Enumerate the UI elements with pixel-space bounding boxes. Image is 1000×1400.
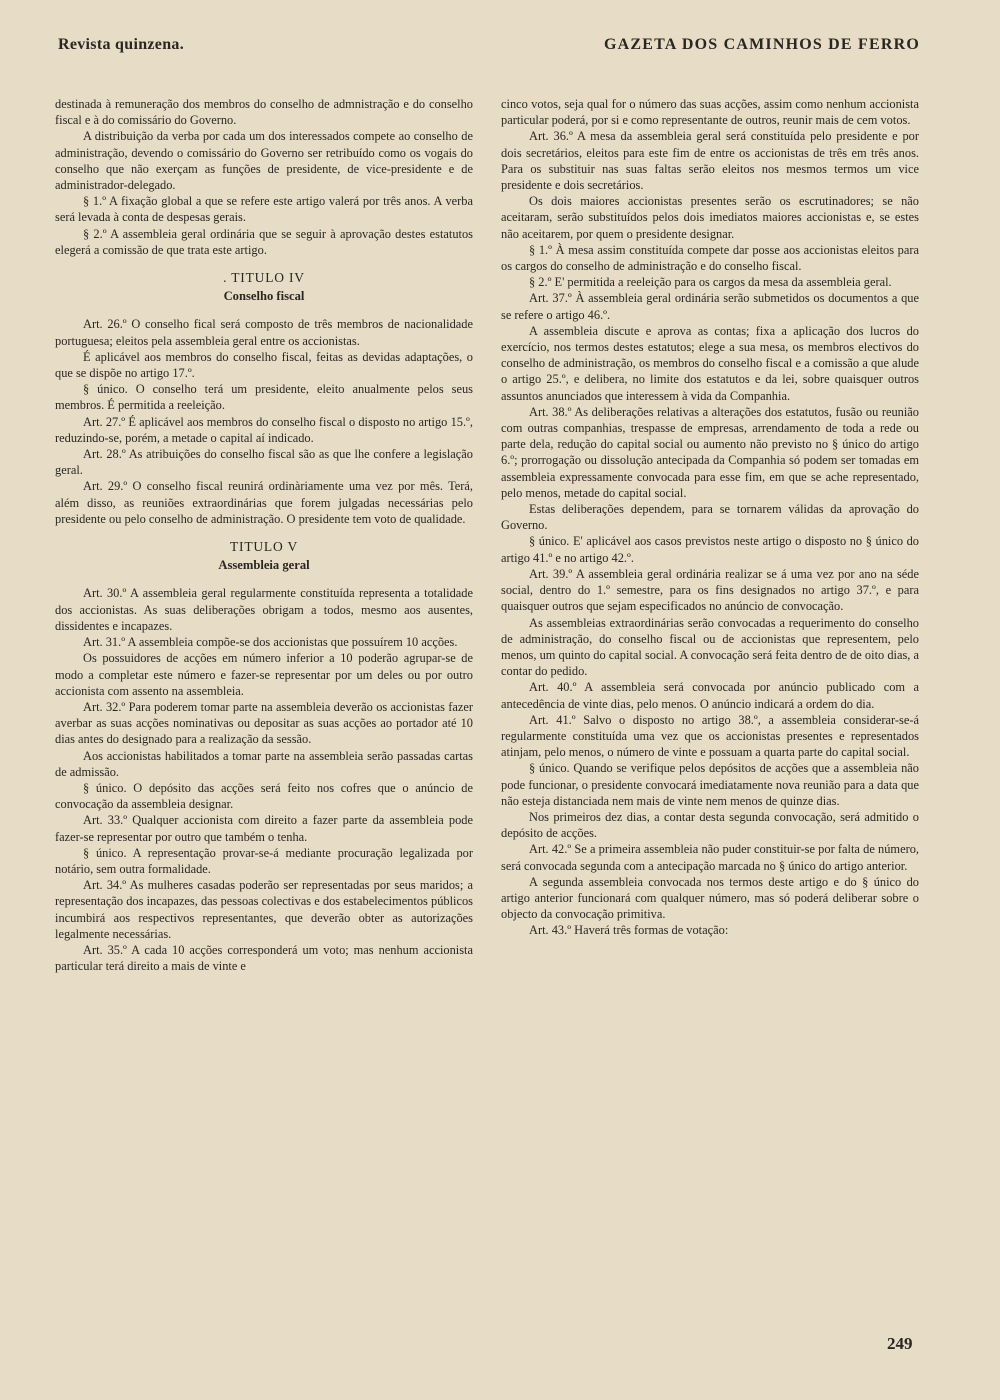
left-column <box>55 96 473 974</box>
paragraph: A segunda assembleia convocada nos termos deste artigo e do § único do artigo anterior funcionará com qualquer número, mas só poderá deliberar sobre o objecto da convocação primitiva. <box>501 874 919 922</box>
page-number: 249 <box>887 1334 913 1353</box>
paragraph: Art. 36.º A mesa da assembleia geral será constituída pelo presidente e por dois secretários, eleitos para este fim de entre os accionistas de três em três anos. Para os substituir nas suas faltas serão eleitos nos mesmos termos um vice presidente e dois secretários. <box>501 129 919 193</box>
paragraph: § único. E' aplicável aos casos previstos neste artigo o disposto no § único do artigo 41.º e no artigo 42.º. <box>501 534 919 565</box>
paragraph: destinada à remuneração dos membros do conselho de admnistração e do conselho fiscal e à do comissário do Governo. <box>55 97 473 128</box>
paragraph: Art. 34.º As mulheres casadas poderão ser representadas por seus maridos; a representação dos incapazes, das pessoas colectivas e dos estabelecimentos públicos incumbirá aos respectivos representantes, que deverão obter as autorizações legalmente necessárias. <box>55 878 473 941</box>
section-title: . TITULO IV <box>223 270 305 286</box>
paragraph: § único. A representação provar-se-á mediante procuração legalizada por notário, sem outra formalidade. <box>55 845 473 876</box>
paragraph: Art. 40.º A assembleia será convocada por anúncio publicado com a antecedência de vinte dias, pelo menos. O anúncio indicará a ordem do dia. <box>501 680 919 711</box>
paragraph: Art. 26.º O conselho fical será composto de três membros de nacionalidade portuguesa; eleitos pela assembleia geral entre os accionistas. <box>55 317 473 348</box>
paragraph: Art. 38.º As deliberações relativas a alterações dos estatutos, fusão ou reunião com outras companhias, trespasse de empresas, arrendamento de toda a rede ou parte dela, redução do capital social ou aumento não previsto no § único do artigo 6.º; prorrogação ou dissolução antecipada da Companhia só podem ser tomadas em assembleia expressamente convocada para esse fim, em que se ache representado, pelo menos, metade do capital social. <box>501 404 919 500</box>
paragraph: Os possuidores de acções em número inferior a 10 poderão agrupar-se de modo a completar este número e fazer-se representar por um deles ou por outro accionista com assento na assembleia. <box>55 651 473 698</box>
running-header-title: GAZETA DOS CAMINHOS DE FERRO <box>603 36 920 53</box>
paragraph: Art. 43.º Haverá três formas de votação: <box>529 923 729 938</box>
paragraph: § único. O depósito das acções será feito nos cofres que o anúncio de convocação da assembleia designar. <box>55 780 473 812</box>
section-subtitle: Conselho fiscal <box>223 289 305 304</box>
paragraph: Art. 27.º É aplicável aos membros do conselho fiscal o disposto no artigo 15.º, reduzindo-se, porém, a metade o capital aí indicado. <box>55 414 473 445</box>
paragraph: § 2.º A assembleia geral ordinária que se seguir à aprovação destes estatutos elegerá a comissão de que trata este artigo. <box>55 226 473 257</box>
paragraph: Art. 41.º Salvo o disposto no artigo 38.º, a assembleia considerar-se-á regularmente constituída uma vez que os accionistas presentes e representados atinjam, pelo menos, o número de vinte e possuam a quarta parte do capital social. <box>501 712 919 760</box>
paragraph: Art. 31.º A assembleia compõe-se dos accionistas que possuírem 10 acções. <box>83 635 458 650</box>
paragraph: § 1.º A fixação global a que se refere este artigo valerá por três anos. A verba será levada à conta de despesas gerais. <box>55 194 473 225</box>
paragraph: É aplicável aos membros do conselho fiscal, feitas as devidas adaptações, o que se dispõe no artigo 17.º. <box>55 349 473 381</box>
paragraph: Art. 42.º Se a primeira assembleia não puder constituir-se por falta de número, será convocada segunda com a antecipação marcada no § único do artigo anterior. <box>501 842 919 873</box>
paragraph: As assembleias extraordinárias serão convocadas a requerimento do conselho de administração, do conselho fiscal ou de accionistas que representem, pelo menos, um quinto do capital social. A convocação será feita dentro de de oito dias, a contar do pedido. <box>501 615 919 679</box>
running-header-left: Revista quinzena. <box>58 36 184 53</box>
paragraph: § único. Quando se verifique pelos depósitos de acções que a assembleia não pode funcionar, o presidente convocará imediatamente nova reunião para a data que não esteja distanciada nem mais de vinte nem menos de quinze dias. <box>501 761 919 808</box>
paragraph: Os dois maiores accionistas presentes serão os escrutinadores; se não aceitaram, serão substituídos pelos dois imediatos maiores accionistas e, se estes não aceitarem, por quem o presidente designar. <box>501 194 919 241</box>
section-title: TITULO V <box>229 539 298 555</box>
right-column <box>501 96 919 939</box>
paragraph: Aos accionistas habilitados a tomar parte na assembleia serão passadas cartas de admissão. <box>55 748 473 779</box>
paragraph: Art. 30.º A assembleia geral regularmente constituída representa a totalidade dos accionistas. As suas deliberações obrigam a todos, mesmo aos ausentes, dissidentes e incapazes. <box>55 586 473 633</box>
paragraph: A assembleia discute e aprova as contas; fixa a aplicação dos lucros do exercício, nos termos destes estatutos; elege a sua mesa, os membros electivos do conselho de administração, os membros do conselho fiscal e a comissão a que alude o artigo 25.º, e delibera, no limite dos estatutos e da lei, sobre quaisquer outros assuntos anunciados que interessem à vida da Companhia. <box>501 323 919 403</box>
paragraph: § 2.º E' permitida a reeleição para os cargos da mesa da assembleia geral. <box>529 275 892 290</box>
paragraph: Art. 28.º As atribuições do conselho fiscal são as que lhe confere a legislação geral. <box>55 447 473 478</box>
paragraph: § único. O conselho terá um presidente, eleito anualmente pelos seus membros. É permitida a reeleição. <box>55 382 473 413</box>
paragraph: Nos primeiros dez dias, a contar desta segunda convocação, será admitido o depósito de acções. <box>501 809 919 841</box>
paragraph: Art. 39.º A assembleia geral ordinária realizar se á uma vez por ano na séde social, dentro do 1.º semestre, para os fins designados no artigo 37.º, e para quaisquer outros que sejam especificados no anúncio de convocação. <box>501 566 919 614</box>
paragraph: Estas deliberações dependem, para se tornarem válidas da aprovação do Governo. <box>501 502 919 533</box>
section-subtitle: Assembleia geral <box>218 558 310 573</box>
paragraph: Art. 35.º A cada 10 acções corresponderá um voto; mas nenhum accionista particular terá direito a mais de vinte e <box>55 942 473 974</box>
paragraph: Art. 29.º O conselho fiscal reunirá ordinàriamente uma vez por mês. Terá, além disso, as reuniões extraordinárias que forem julgadas necessárias pelo presidente ou pelo conselho de administração. O presidente tem voto de qualidade. <box>55 479 473 526</box>
paragraph: Art. 32.º Para poderem tomar parte na assembleia deverão os accionistas fazer averbar as suas acções nominativas ou depositar as suas acções ao portador até 10 dias antes do designado para a realização da sessão. <box>55 699 473 747</box>
paragraph: Art. 33.º Qualquer accionista com direito a fazer parte da assembleia pode fazer-se representar por outro que também o tenha. <box>55 813 473 844</box>
paragraph: cinco votos, seja qual for o número das suas acções, assim como nenhum accionista particular poderá, por si e como representante de outros, reunir mais de cem votos. <box>501 97 919 128</box>
paragraph: A distribuição da verba por cada um dos interessados compete ao conselho de administração, devendo o comissário do Governo ser retribuído como os vogais do conselho que não exerçam as funções de presidente, de vice-presidente e de administrador-delegado. <box>55 129 473 193</box>
paragraph: § 1.º À mesa assim constituída compete dar posse aos accionistas eleitos para os cargos do conselho de administração e do conselho fiscal. <box>501 242 919 274</box>
paragraph: Art. 37.º À assembleia geral ordinária serão submetidos os documentos a que se refere o artigo 46.º. <box>501 291 919 322</box>
